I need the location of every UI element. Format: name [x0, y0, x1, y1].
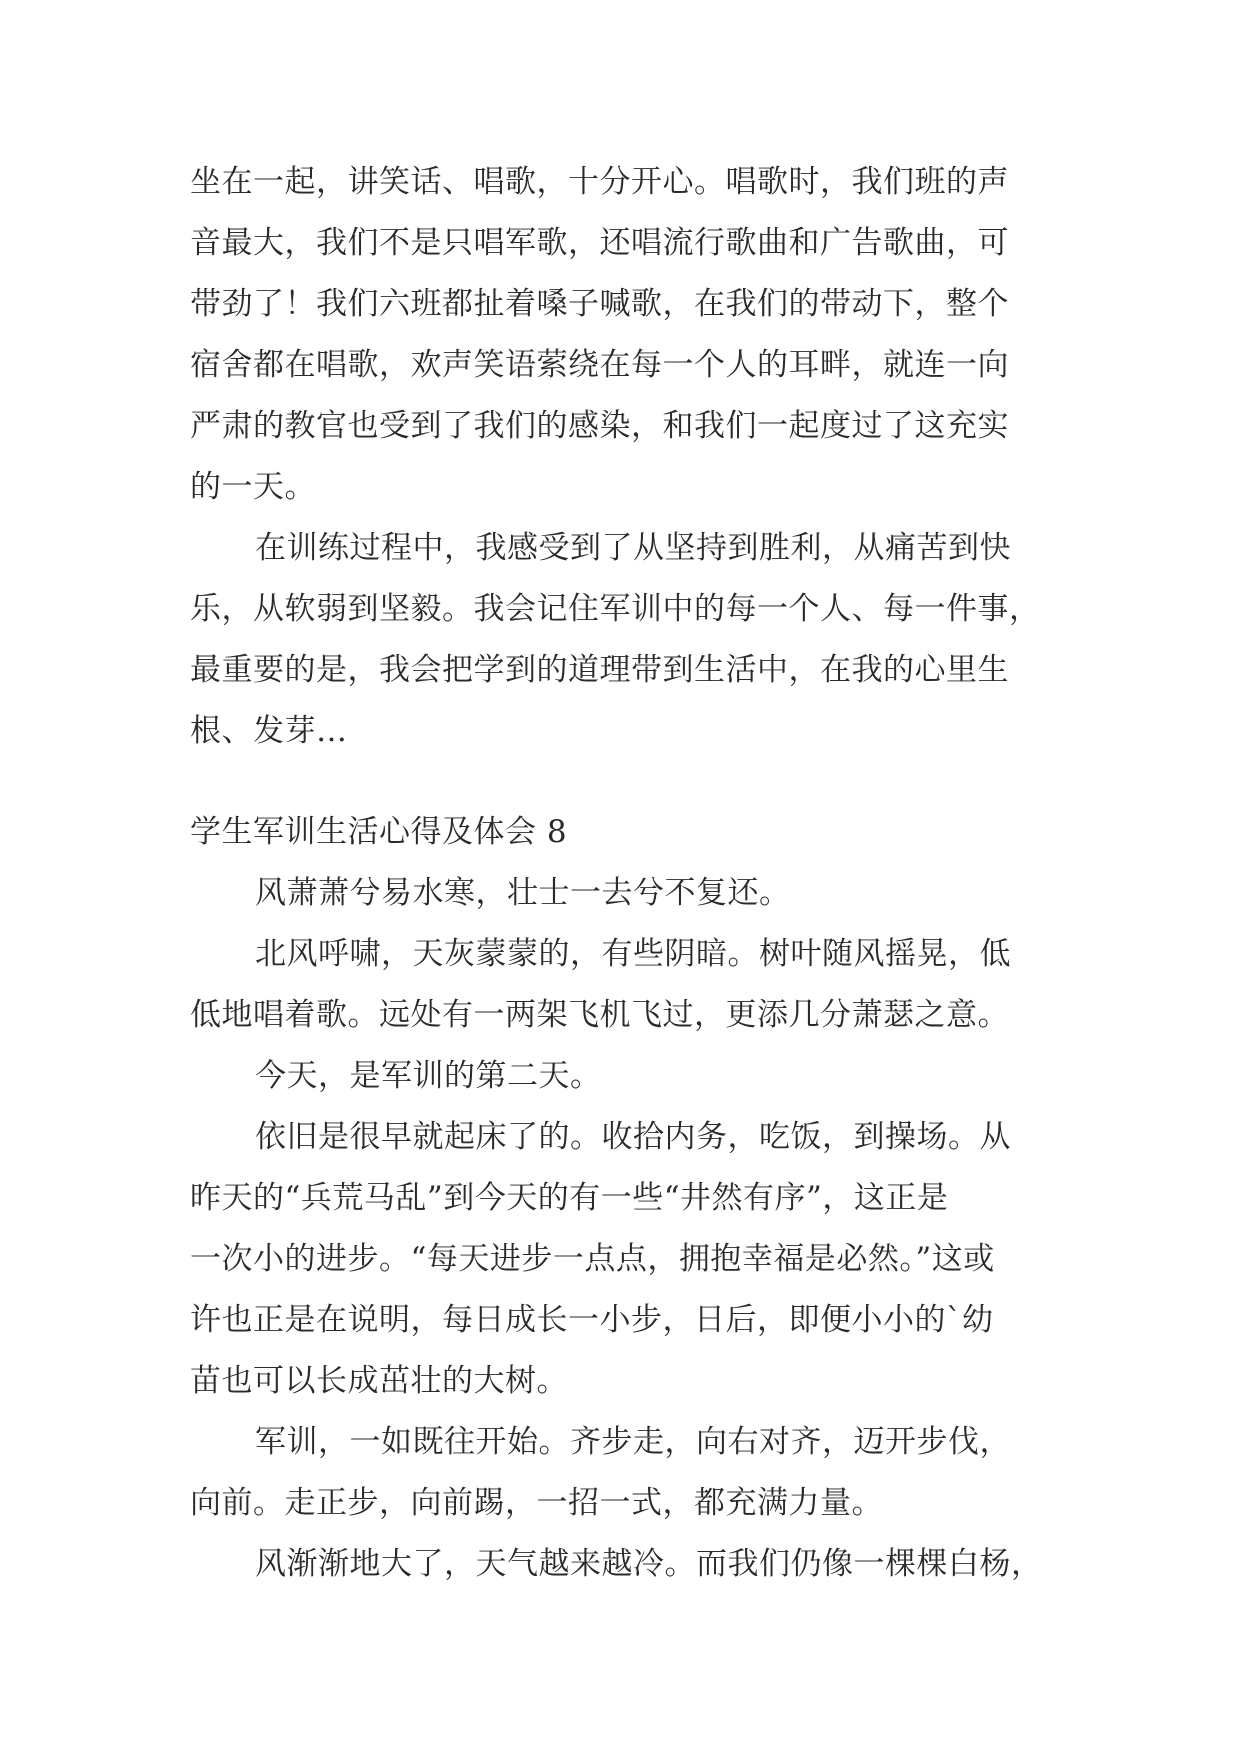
paragraph-line: 向前。走正步，向前踢，一招一式，都充满力量。	[190, 1485, 883, 1521]
paragraph-line: 低地唱着歌。远处有一两架飞机飞过，更添几分萧瑟之意。	[190, 997, 1009, 1033]
paragraph-line: 宿舍都在唱歌，欢声笑语萦绕在每一个人的耳畔，就连一向	[190, 347, 1009, 383]
paragraph-line: 昨天的“兵荒马乱”到今天的有一些“井然有序”，这正是	[190, 1180, 949, 1216]
paragraph-line: 许也正是在说明，每日成长一小步，日后，即便小小的`幼	[190, 1302, 994, 1338]
paragraph-line: 北风呼啸，天灰蒙蒙的，有些阴暗。树叶随风摇晃，低	[255, 936, 1011, 972]
paragraph-line: 带劲了！我们六班都扯着嗓子喊歌，在我们的带动下，整个	[190, 286, 1009, 322]
paragraph-line: 最重要的是，我会把学到的道理带到生活中，在我的心里生	[190, 652, 1009, 688]
paragraph-line: 坐在一起，讲笑话、唱歌，十分开心。唱歌时，我们班的声	[190, 164, 1009, 200]
paragraph-line: 根、发芽…	[190, 713, 348, 749]
paragraph-line: 风渐渐地大了，天气越来越冷。而我们仍像一棵棵白杨，	[255, 1546, 1043, 1582]
paragraph-line: 军训，一如既往开始。齐步走，向右对齐，迈开步伐，	[255, 1424, 1011, 1460]
paragraph-line: 依旧是很早就起床了的。收拾内务，吃饭，到操场。从	[255, 1119, 1011, 1155]
section-heading: 学生军训生活心得及体会 8	[190, 814, 568, 850]
paragraph-line: 乐，从软弱到坚毅。我会记住军训中的每一个人、每一件事，	[190, 591, 1041, 627]
paragraph-line: 在训练过程中，我感受到了从坚持到胜利，从痛苦到快	[255, 530, 1011, 566]
paragraph-line: 的一天。	[190, 469, 316, 505]
paragraph-line: 严肃的教官也受到了我们的感染，和我们一起度过了这充实	[190, 408, 1009, 444]
paragraph-line: 苗也可以长成茁壮的大树。	[190, 1363, 568, 1399]
paragraph-line: 风萧萧兮易水寒，壮士一去兮不复还。	[255, 875, 791, 911]
paragraph-line: 一次小的进步。“每天进步一点点，拥抱幸福是必然。”这或	[190, 1241, 995, 1277]
paragraph-line: 音最大，我们不是只唱军歌，还唱流行歌曲和广告歌曲，可	[190, 225, 1009, 261]
paragraph-line: 今天，是军训的第二天。	[255, 1058, 602, 1094]
